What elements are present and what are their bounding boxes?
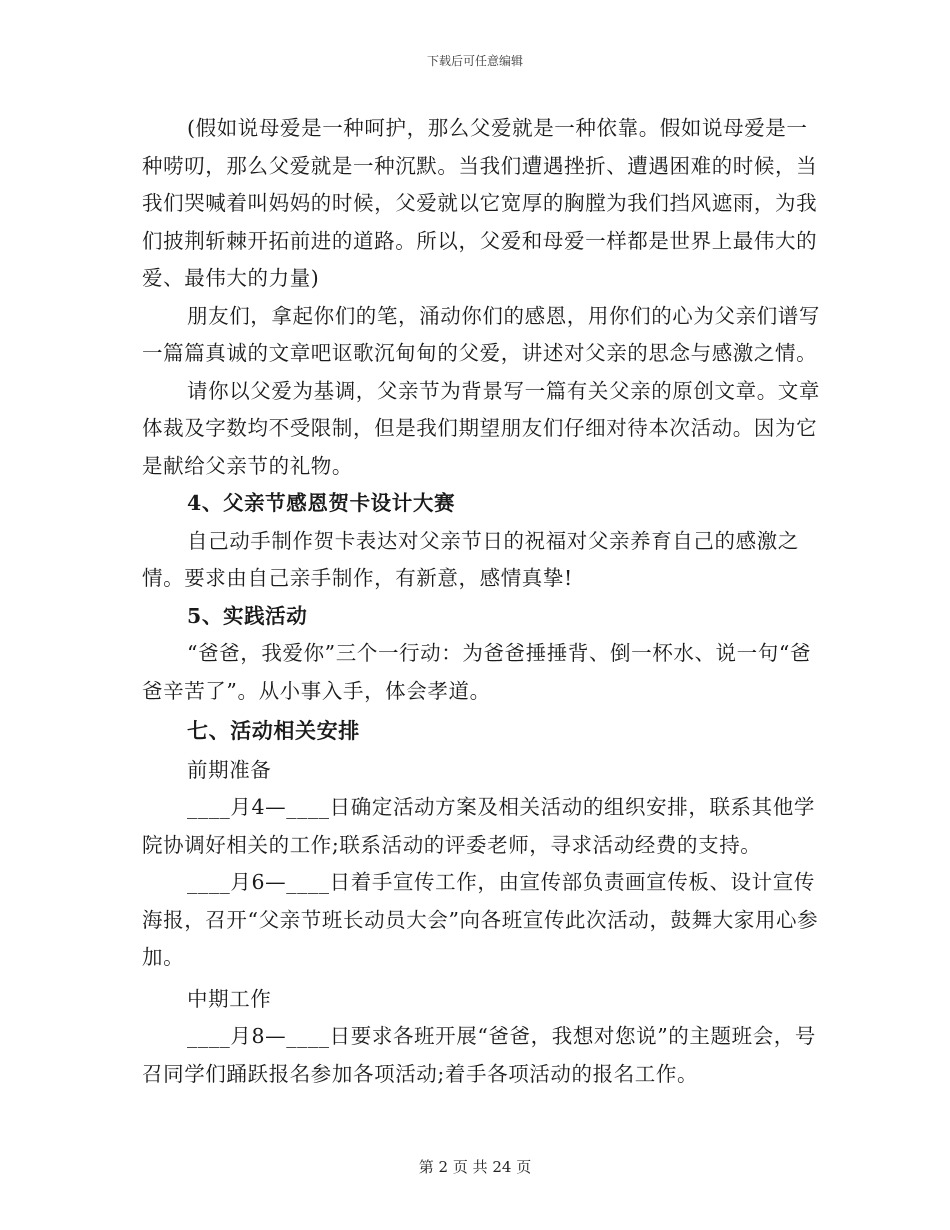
page-header: 下载后可任意编辑	[426, 54, 523, 68]
section-4-body: 自己动手制作贺卡表达对父亲节日的祝福对父亲养育自己的感激之情。要求由自己亲手制作，有新意，感情真挚!	[142, 528, 799, 590]
section-5-heading: 5、实践活动	[187, 603, 308, 628]
paragraph-requirements: 请你以父爱为基调，父亲节为背景写一篇有关父亲的原创文章。文章体裁及字数均不受限制，但是我们期望朋友们仔细对待本次活动。因为它是献给父亲节的礼物。	[142, 378, 820, 478]
paragraph-invitation: 朋友们，拿起你们的笔，涌动你们的感恩，用你们的心为父亲们谱写一篇篇真诚的文章吧讴歌沉甸甸的父爱，讲述对父亲的思念与感激之情。	[142, 303, 820, 365]
section-4-heading: 4、父亲节感恩贺卡设计大赛	[187, 491, 456, 515]
page-footer: 第 2 页 共 24 页	[418, 1158, 532, 1176]
section-5-body: “爸爸，我爱你”三个一行动：为爸爸捶捶背、倒一杯水、说一句“爸爸辛苦了”。从小事入手，体会孝道。	[142, 641, 812, 703]
early-prep-label: 前期准备	[187, 757, 272, 782]
early-prep-item: ____月6—____日着手宣传工作，由宣传部负责画宣传板、设计宣传海报，召开“父亲节班长动员大会”向各班宣传此次活动，鼓舞大家用心参加。	[142, 870, 819, 969]
paragraph-quote: (假如说母爱是一种呵护，那么父爱就是一种依靠。假如说母爱是一种唠叨，那么父爱就是一种沉默。当我们遭遇挫折、遭遇困难的时候，当我们哭喊着叫妈妈的时候，父爱就以它宽厚的胸膛为我们挡风遮雨，为我们披荆斩棘开拓前进的道路。所以，父爱和母爱一样都是世界上最伟大的爱、最伟大的力量)	[142, 116, 818, 290]
early-prep-item: ____月4—____日确定活动方案及相关活动的组织安排，联系其他学院协调好相关的工作;联系活动的评委老师，寻求活动经费的支持。	[142, 795, 815, 857]
mid-work-label: 中期工作	[187, 986, 272, 1011]
mid-work-item: ____月8—____日要求各班开展“爸爸，我想对您说”的主题班会，号召同学们踊跃报名参加各项活动;着手各项活动的报名工作。	[142, 1024, 817, 1086]
document-body	[142, 110, 822, 1093]
section-7-heading: 七、活动相关安排	[187, 718, 360, 743]
